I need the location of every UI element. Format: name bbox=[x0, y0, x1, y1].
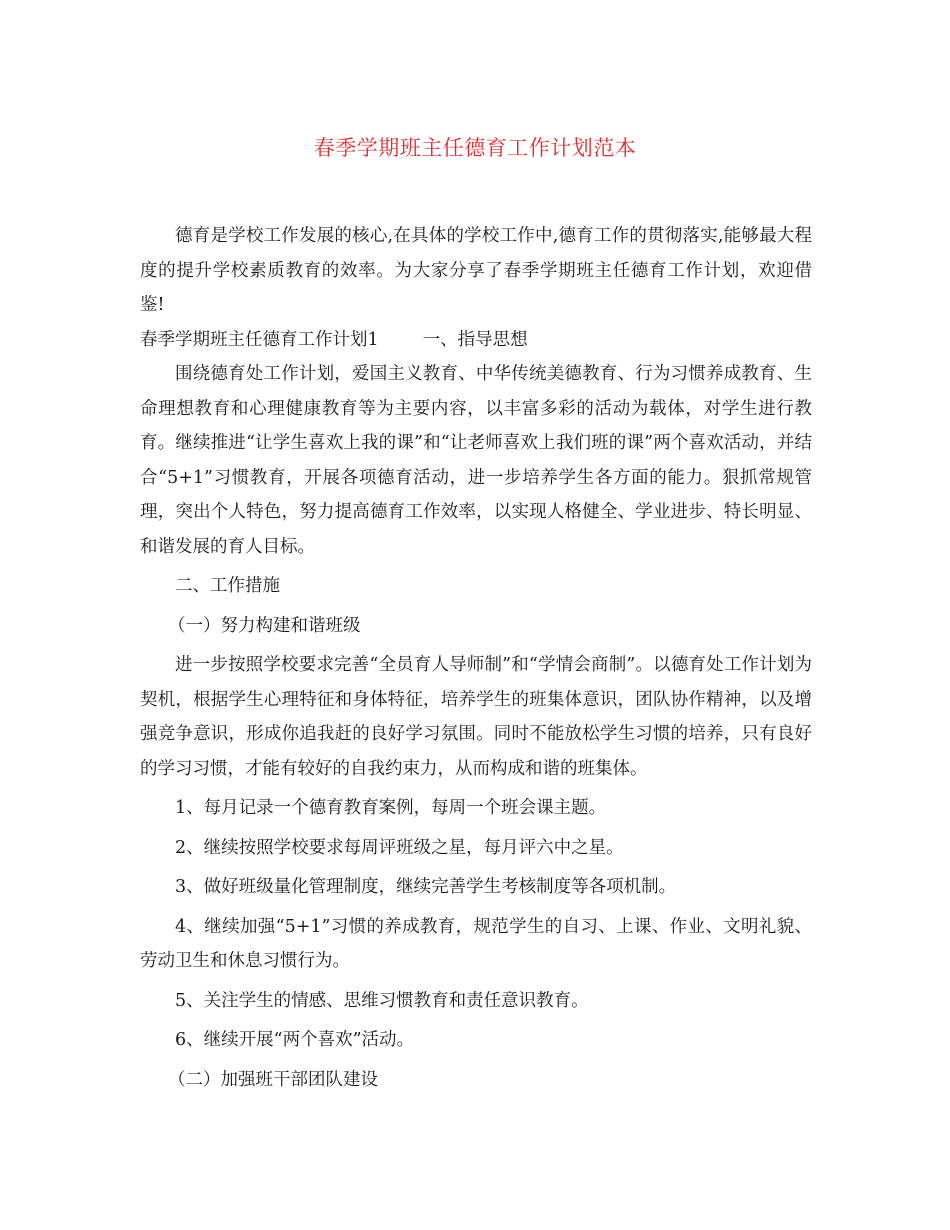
list-item: 6、继续开展“两个喜欢”活动。 bbox=[175, 1030, 415, 1050]
subsection1-paragraph: 进一步按照学校要求完善“全员育人导师制”和“学情会商制”。以德育处工作计划为契机，根据学生心理特征和身体特征，培养学生的班集体意识，团队协作精神，以及增强竞争意识，形成你追我赶的良好学习氛围。同时不能放松学生习惯的培养，只有良好的学习习惯，才能有较好的自我约束力，从而构成和谐的班集体。 bbox=[140, 655, 812, 779]
section2-heading: 二、工作措施 bbox=[175, 576, 280, 596]
subsection1-heading: （一）努力构建和谐班级 bbox=[168, 615, 361, 636]
plan-heading: 春季学期班主任德育工作计划1 bbox=[140, 329, 379, 350]
plan-heading-line bbox=[140, 323, 812, 358]
list-item: 3、做好班级量化管理制度，继续完善学生考核制度等各项机制。 bbox=[175, 877, 677, 897]
list-item: 2、继续按照学校要求每周评班级之星，每月评六中之星。 bbox=[175, 837, 624, 858]
guiding-paragraph: 围绕德育处工作计划，爱国主义教育、中华传统美德教育、行为习惯养成教育、生命理想教育和心理健康教育等为主要内容，以丰富多彩的活动为载体，对学生进行教育。继续推进“让学生喜欢上我的课”和“让老师喜欢上我们班的课”两个喜欢活动，并结合“5+1”习惯教育，开展各项德育活动，进一步培养学生各方面的能力。狠抓常规管理，突出个人特色，努力提高德育工作效率，以实现人格健全、学业进步、特长明显、和谐发展的育人目标。 bbox=[140, 364, 812, 557]
list-item: 1、每月记录一个德育教育案例，每周一个班会课主题。 bbox=[175, 798, 607, 818]
list-item: 5、关注学生的情感、思维习惯教育和责任意识教育。 bbox=[175, 990, 589, 1011]
document-body bbox=[140, 219, 812, 1097]
intro-paragraph: 德育是学校工作发展的核心,在具体的学校工作中,德育工作的贯彻落实,能够最大程度的提升学校素质教育的效率。为大家分享了春季学期班主任德育工作计划，欢迎借鉴! bbox=[140, 226, 812, 315]
subsection2-heading: （二）加强班干部团队建设 bbox=[168, 1069, 378, 1090]
section1-heading: 一、指导思想 bbox=[422, 329, 528, 350]
list-item: 4、继续加强“5+1”习惯的养成教育，规范学生的自习、上课、作业、文明礼貌、劳动卫生和休息习惯行为。 bbox=[140, 916, 812, 971]
document-title: 春季学期班主任德育工作计划范本 bbox=[313, 136, 637, 160]
